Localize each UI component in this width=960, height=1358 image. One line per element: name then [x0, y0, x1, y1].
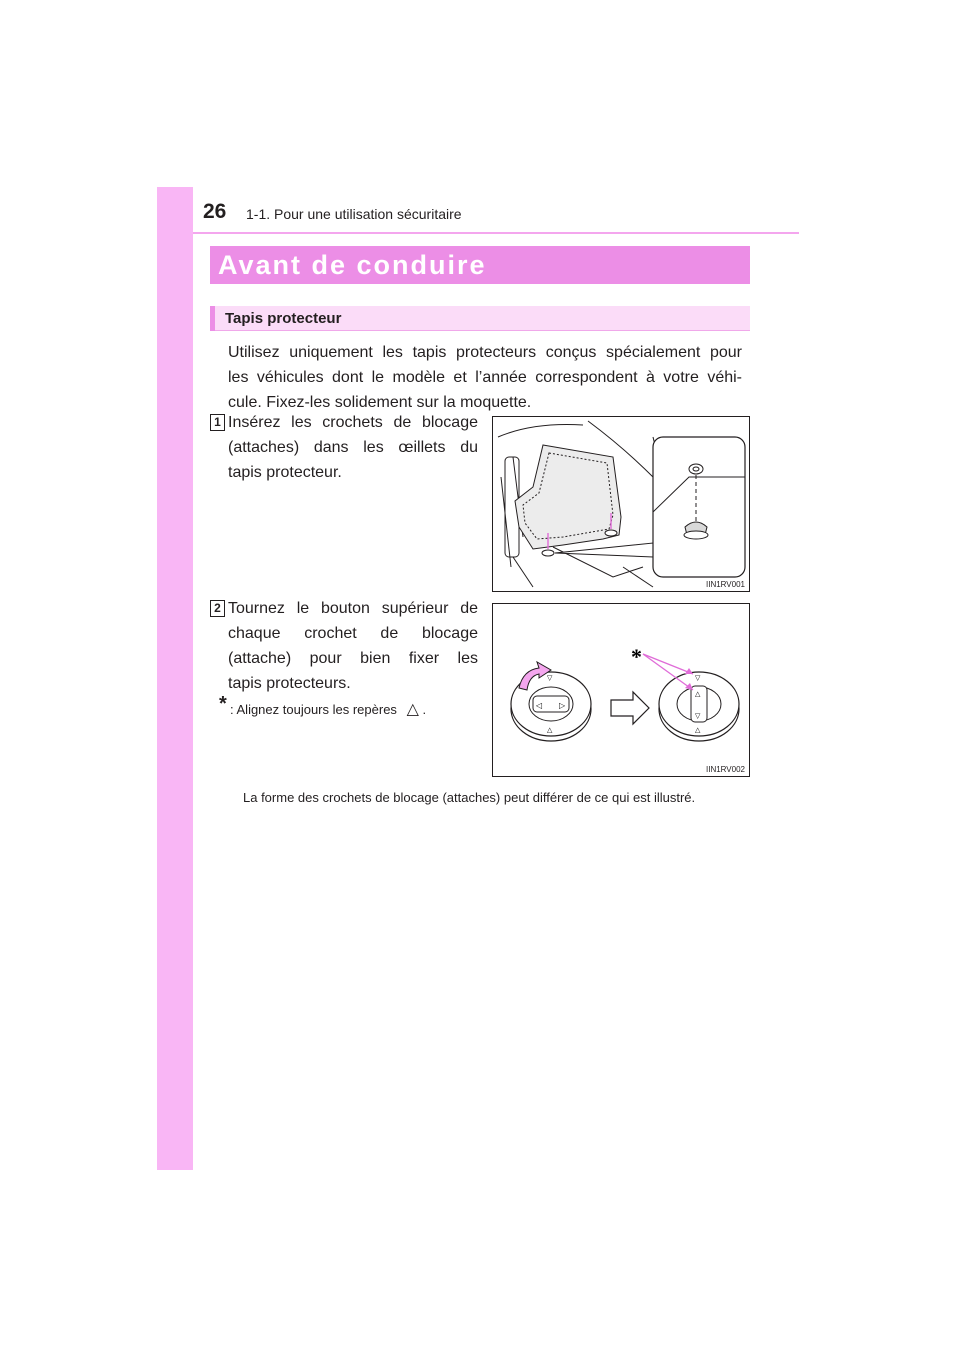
intro-line: Utilisez uniquement les tapis protecteurs conçus spécialement pour: [228, 344, 742, 361]
step-2-line: chaque crochet de blocage: [228, 625, 478, 642]
section-path: 1-1. Pour une utilisation sécuritaire: [246, 206, 462, 222]
figure-hook-rotation: [492, 603, 750, 777]
figure-code: IIN1RV001: [706, 580, 745, 589]
svg-text:◁: ◁: [536, 701, 543, 710]
step-2-line: tapis protecteurs.: [228, 675, 351, 692]
page-title: Avant de conduire: [218, 250, 487, 280]
step-2-badge: 2: [210, 600, 225, 617]
step-1-text: [228, 410, 478, 485]
svg-text:▽: ▽: [695, 712, 701, 720]
svg-text:▽: ▽: [695, 674, 701, 682]
title-band: [210, 246, 750, 284]
intro-line: cule. Fixez-les solidement sur la moquette.: [228, 394, 532, 411]
figure-star: *: [631, 644, 642, 669]
svg-text:△: △: [695, 690, 701, 698]
step-1-line: tapis protecteur.: [228, 464, 342, 481]
subheading: Tapis protecteur: [225, 310, 342, 327]
step-1-line: Insérez les crochets de blocage: [228, 414, 478, 431]
subheading-bar: [210, 306, 215, 331]
svg-text:▷: ▷: [559, 701, 566, 710]
intro-line: les véhicules dont le modèle et l’année correspondent à votre véhi-: [228, 369, 742, 386]
footnote-text: [230, 699, 426, 719]
svg-text:△: △: [547, 726, 553, 734]
page-number: 26: [203, 200, 227, 223]
figure-floor-mat: [492, 416, 750, 592]
step-2-line: Tournez le bouton supérieur de: [228, 600, 478, 617]
triangle-mark-icon: △: [406, 701, 419, 718]
footnote-label: : Alignez toujours les repères: [230, 702, 397, 717]
step-1-line: (attaches) dans les œillets du: [228, 439, 478, 456]
intro-paragraph: [228, 340, 742, 415]
step-2-text: [228, 596, 478, 696]
footnote-end: .: [422, 702, 427, 717]
header-rule: [193, 232, 799, 234]
chapter-sidebar: [157, 187, 193, 1170]
subheading-band: [210, 306, 750, 331]
figure-code: IIN1RV002: [706, 765, 745, 774]
hook-rotation-illustration: [493, 604, 749, 776]
illustration-note: La forme des crochets de blocage (attaches) peut différer de ce qui est illustré.: [243, 790, 696, 805]
footnote-star: *: [219, 693, 227, 715]
step-1-badge: 1: [210, 414, 225, 431]
svg-text:▽: ▽: [547, 674, 553, 682]
floor-mat-illustration: [493, 417, 749, 591]
svg-text:△: △: [695, 726, 701, 734]
step-2-line: (attache) pour bien fixer les: [228, 650, 478, 667]
